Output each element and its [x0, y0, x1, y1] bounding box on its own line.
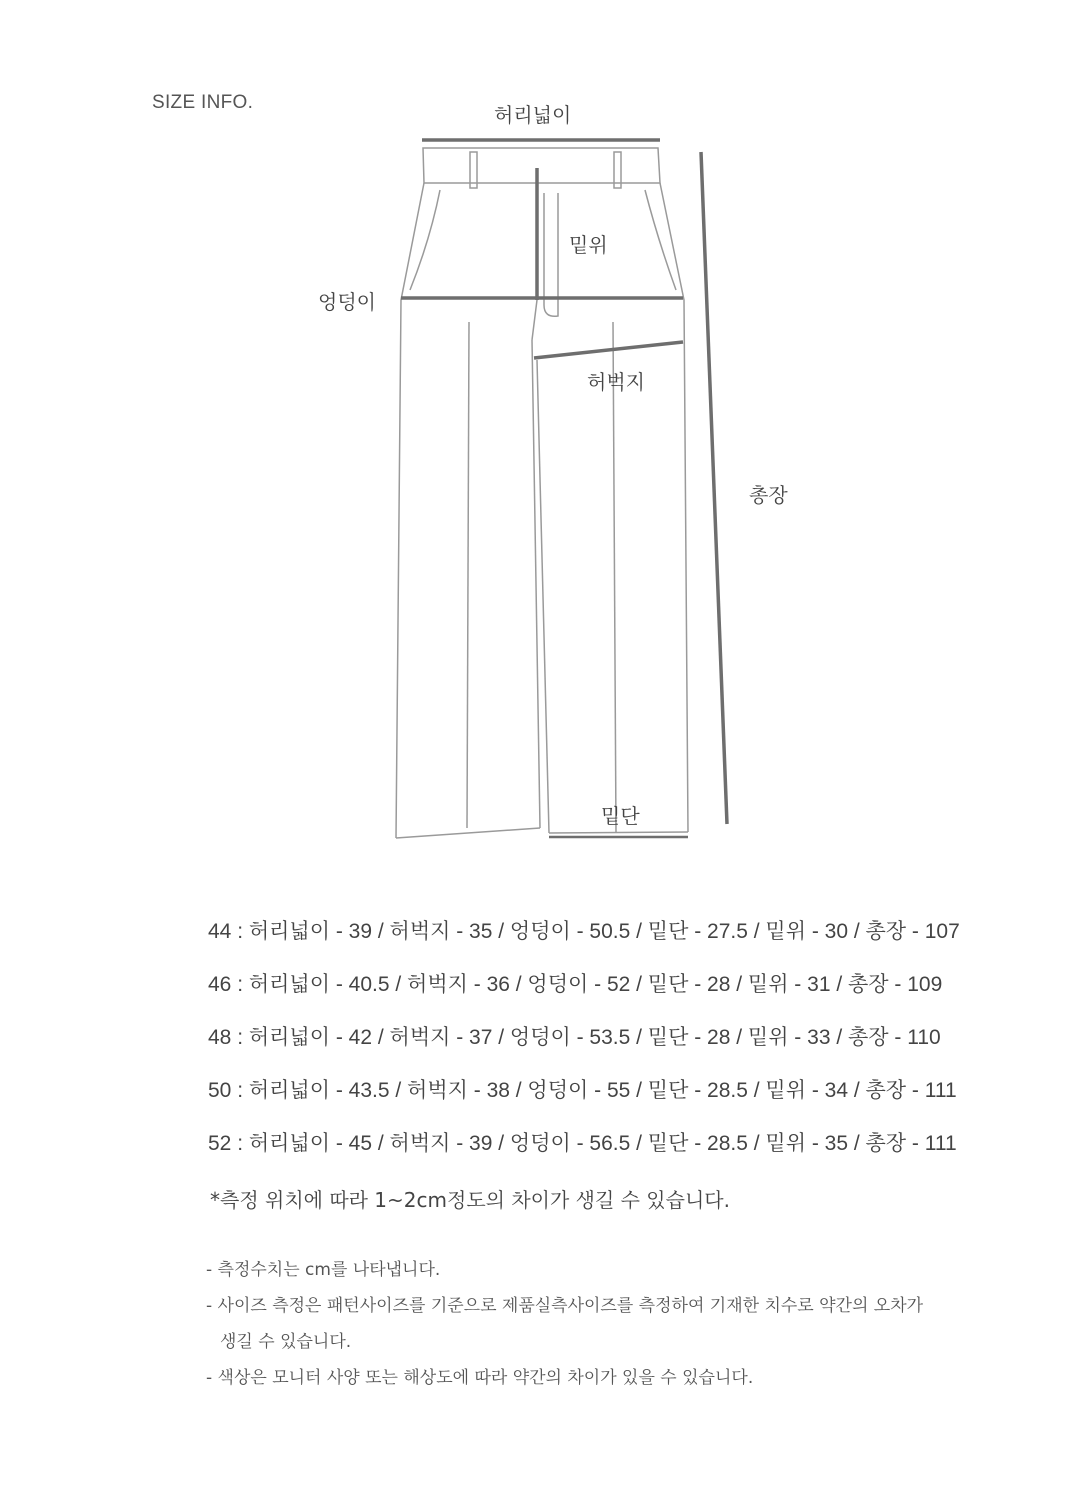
size-row-48: 48 : 허리넓이 - 42 / 허벅지 - 37 / 엉덩이 - 53.5 / 밑단 - 28 / 밑위 - 33 / 총장 - 110: [208, 1026, 941, 1049]
waistband: [423, 148, 660, 183]
note-pattern: - 사이즈 측정은 패턴사이즈를 기준으로 제품실측사이즈를 측정하여 기재한 치수로 약간의 오차가: [206, 1296, 924, 1316]
length-measure: [701, 152, 727, 824]
size-row-52: 52 : 허리넓이 - 45 / 허벅지 - 39 / 엉덩이 - 56.5 / 밑단 - 28.5 / 밑위 - 35 / 총장 - 111: [208, 1132, 957, 1155]
pants-outline: [396, 148, 688, 838]
right-outer-seam: [660, 183, 688, 832]
left-outer-seam: [396, 183, 424, 838]
left-crease: [467, 322, 469, 828]
label-hem: 밑단: [601, 804, 640, 828]
thigh-measure: [534, 342, 683, 358]
note-unit: - 측정수치는 cm를 나타냅니다.: [206, 1260, 441, 1280]
measurement-lines: [401, 140, 727, 837]
size-row-50: 50 : 허리넓이 - 43.5 / 허벅지 - 38 / 엉덩이 - 55 / 밑단 - 28.5 / 밑위 - 34 / 총장 - 111: [208, 1079, 957, 1102]
note-pattern-cont: 생길 수 있습니다.: [220, 1332, 352, 1352]
label-hip: 엉덩이: [318, 290, 376, 314]
notes-section: [206, 1252, 1026, 1396]
size-row-44: 44 : 허리넓이 - 39 / 허벅지 - 35 / 엉덩이 - 50.5 / 밑단 - 27.5 / 밑위 - 30 / 총장 - 107: [208, 920, 960, 943]
size-row-46: 46 : 허리넓이 - 40.5 / 허벅지 - 36 / 엉덩이 - 52 / 밑단 - 28 / 밑위 - 31 / 총장 - 109: [208, 973, 943, 996]
right-hem: [549, 832, 688, 833]
page-title: SIZE INFO.: [152, 92, 254, 113]
label-thigh: 허벅지: [587, 370, 645, 394]
label-length: 총장: [749, 483, 788, 507]
measurement-note: *측정 위치에 따라 1~2cm정도의 차이가 생길 수 있습니다.: [210, 1188, 730, 1212]
label-rise: 밑위: [569, 233, 608, 257]
right-crease: [613, 322, 616, 832]
left-pocket: [410, 190, 440, 290]
size-table: [208, 914, 1028, 1179]
label-waist: 허리넓이: [494, 103, 572, 127]
left-hem: [396, 828, 540, 838]
note-color: - 색상은 모니터 사양 또는 해상도에 따라 약간의 차이가 있을 수 있습니다.: [206, 1368, 754, 1388]
